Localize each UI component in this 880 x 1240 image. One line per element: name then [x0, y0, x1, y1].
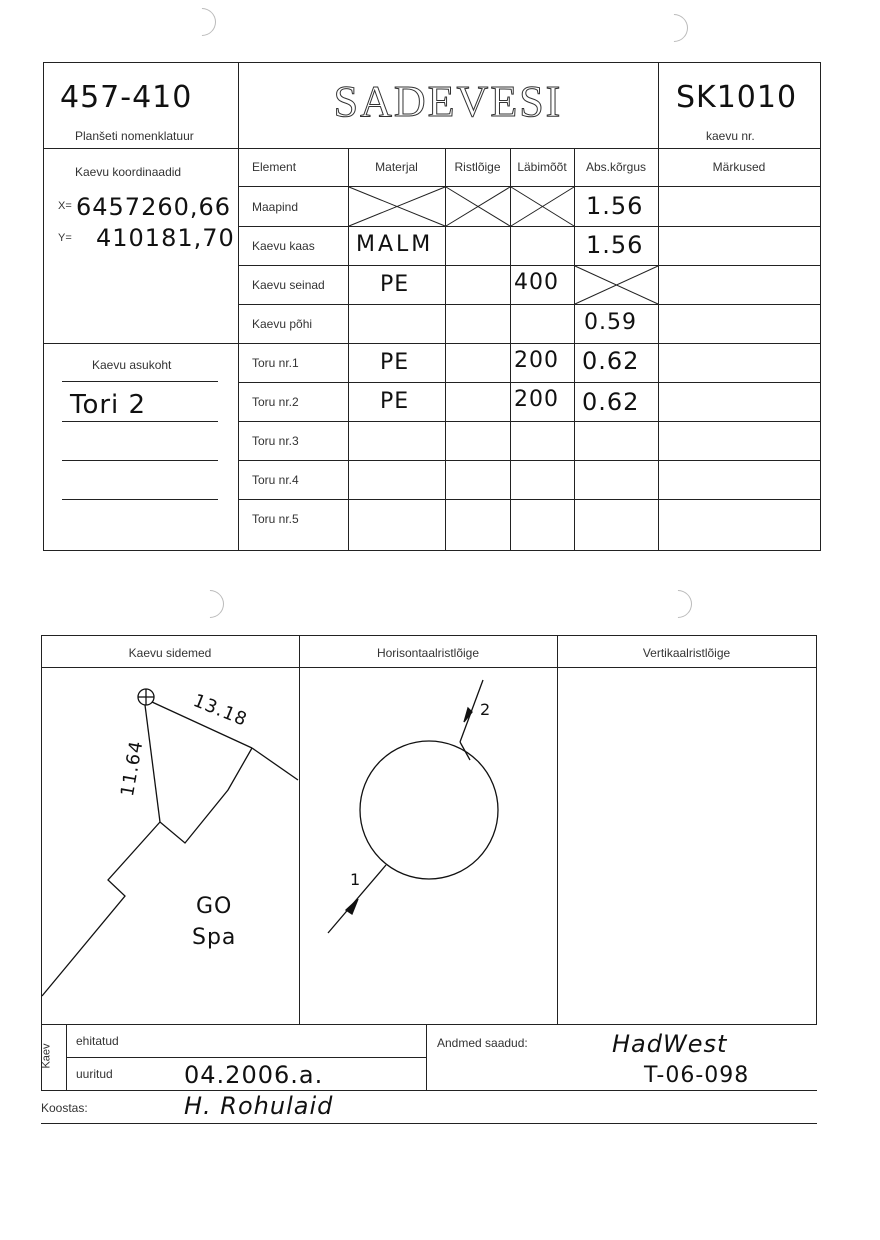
surveyed-value: 04.2006.a. [184, 1061, 324, 1089]
height-value: 0.62 [582, 347, 640, 375]
location-label: Kaevu asukoht [92, 358, 172, 372]
built-label: ehitatud [76, 1034, 119, 1048]
height-value: 0.62 [582, 388, 640, 416]
col-element-header: Element [252, 160, 297, 174]
row-element: Maapind [252, 200, 299, 214]
well-number-value: SK1010 [676, 80, 798, 115]
data-source-label: Andmed saadud: [437, 1036, 528, 1050]
compiled-value: H. Rohulaid [184, 1092, 334, 1120]
x-coordinate: 6457260,66 [76, 193, 232, 221]
y-label: Y= [58, 232, 72, 244]
row-element: Toru nr.1 [252, 356, 299, 370]
row-element: Toru nr.5 [252, 512, 299, 526]
compiled-label: Koostas: [41, 1101, 88, 1115]
coordinates-label: Kaevu koordinaadid [75, 165, 182, 179]
surveyed-label: uuritud [76, 1067, 113, 1081]
material-value: PE [380, 272, 410, 297]
height-value: 1.56 [586, 231, 644, 259]
row-element: Toru nr.4 [252, 473, 299, 487]
location-value: Tori 2 [70, 390, 147, 420]
y-coordinate: 410181,70 [96, 224, 235, 252]
material-value: PE [380, 389, 410, 414]
diameter-value: 400 [514, 270, 559, 295]
col-notes-header: Märkused [712, 160, 766, 174]
row-element: Kaevu põhi [252, 317, 313, 331]
horizontal-section-label: Horisontaalristlõige [376, 646, 480, 660]
col-height-header: Abs.kõrgus [585, 160, 647, 174]
x-label: X= [58, 200, 72, 212]
pipe-number-label: 2 [480, 700, 492, 719]
data-source-code: T-06-098 [644, 1063, 750, 1088]
height-value: 0.59 [584, 310, 637, 335]
row-element: Kaevu kaas [252, 239, 315, 253]
col-diameter-header: Läbimõõt [517, 160, 567, 174]
row-element: Toru nr.3 [252, 434, 299, 448]
material-value: MALM [356, 232, 434, 257]
nomenclature-label: Planšeti nomenklatuur [75, 129, 194, 143]
kaev-label: Kaev [40, 1043, 53, 1069]
row-element: Toru nr.2 [252, 395, 299, 409]
dimension-label: 11.64 [117, 738, 148, 799]
building-label: Spa [192, 925, 237, 950]
diameter-value: 200 [514, 387, 559, 412]
well-number-label: kaevu nr. [706, 129, 755, 143]
nomenclature-value: 457-410 [60, 80, 193, 115]
diameter-value: 200 [514, 348, 559, 373]
links-sketch-label: Kaevu sidemed [128, 646, 212, 660]
material-value: PE [380, 350, 410, 375]
pipe-number-label: 1 [350, 870, 362, 889]
building-label: GO [196, 894, 233, 919]
form-title: SADEVESI [333, 77, 563, 126]
col-material-header: Materjal [375, 160, 418, 174]
row-element: Kaevu seinad [252, 278, 325, 292]
dimension-label: 13.18 [190, 690, 251, 731]
col-cross-section-header: Ristlõige [454, 160, 501, 174]
height-value: 1.56 [586, 192, 644, 220]
data-source-value: HadWest [612, 1030, 728, 1058]
vertical-section-label: Vertikaalristlõige [642, 646, 731, 660]
